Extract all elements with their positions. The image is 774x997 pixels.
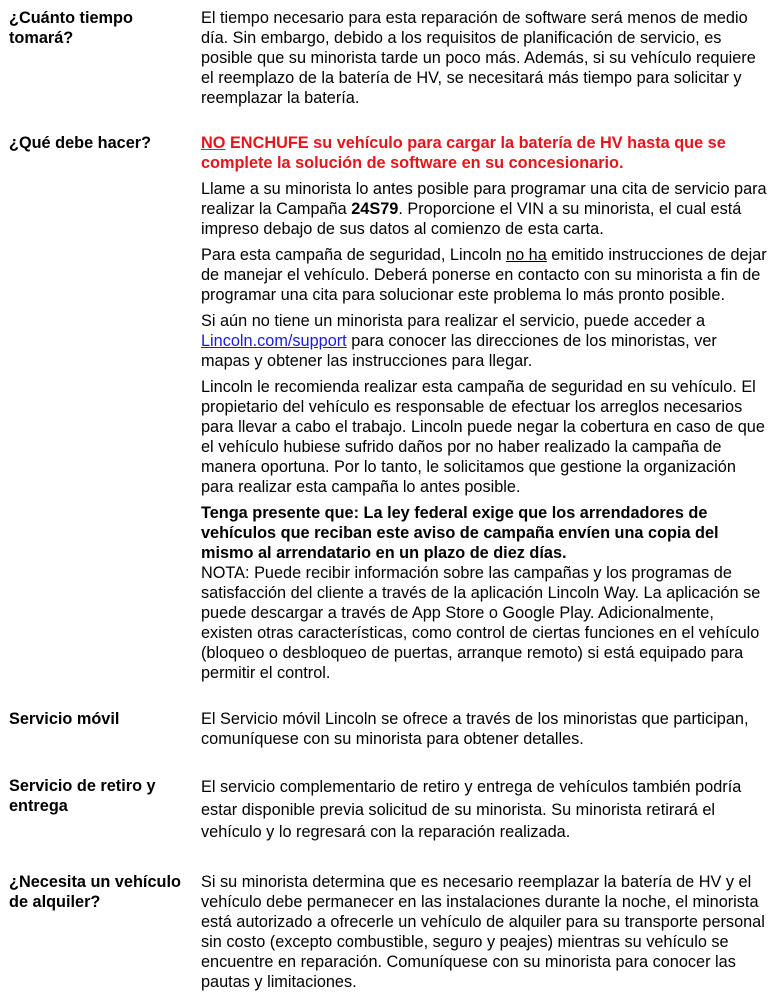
section-body-what-to-do — [201, 133, 769, 683]
section-label-pickup-delivery: Servicio de retiro y entrega — [9, 777, 156, 815]
section-label-mobile-service: Servicio móvil — [9, 710, 120, 728]
note-text: NOTA: Puede recibir información sobre las campañas y los programas de satisfacción del cliente a través de la aplicación Lincoln Way. La aplicación se puede descargar a través de App Store o Google Play. Adicionalmente, existen otras características, como control de ciertas funciones en el vehículo (bloqueo o desbloqueo de puertas, arranque remoto) si está equipado para permitir el control. — [201, 564, 761, 682]
campaign-number: 24S79 — [351, 200, 399, 218]
locator-text-b: para conocer las direcciones de los minoristas, ver mapas y obtener las instrucciones para llegar. — [201, 332, 717, 370]
lessor-notice-bold: Tenga presente que: La ley federal exige que los arrendadores de vehículos que reciban este aviso de campaña envíen una copia del mismo al arrendatario en un plazo de diez días. — [201, 504, 719, 562]
warning-no: NO — [201, 134, 226, 152]
driving-text-a: Para esta campaña de seguridad, Lincoln — [201, 246, 507, 264]
rental-vehicle-text: Si su minorista determina que es necesario reemplazar la batería de HV y el vehículo debe permanecer en las instalaciones durante la noche, el minorista está autorizado a ofrecerle un vehículo de alquiler para su transporte personal sin costo (excepto combustible, seguro y peajes) mientras su vehículo se encuentre en reparación. Comuníquese con su minorista para conocer las pautas y limitaciones. — [201, 873, 765, 991]
no-ha-underlined: no ha — [506, 246, 547, 264]
section-label-rental-vehicle: ¿Necesita un vehículo de alquiler? — [9, 873, 181, 911]
recommendation-paragraph: Lincoln le recomienda realizar esta campaña de seguridad en su vehículo. El propietario del vehículo es responsable de efectuar los arreglos necesarios para llevar a cabo el trabajo. Lincoln puede negar la cobertura en caso de que el vehículo hubiese sufrido daños por no haber realizado la campaña de manera oportuna. Por lo tanto, le solicitamos que gestione la organización para realizar esta campaña lo antes posible. — [201, 378, 765, 496]
call-dealer-paragraph — [201, 179, 769, 239]
lincoln-support-link[interactable]: Lincoln.com/support — [201, 332, 347, 350]
section-body-mobile-service — [201, 709, 769, 749]
mobile-service-text: El Servicio móvil Lincoln se ofrece a través de los minoristas que participan, comuníquese con su minorista para obtener detalles. — [201, 710, 749, 748]
call-dealer-text-a: Llame a su minorista lo antes posible para programar una cita de servicio para realizar la Campaña — [201, 180, 767, 218]
section-body-duration — [201, 8, 769, 108]
lessor-notice-paragraph — [201, 503, 769, 683]
section-body-pickup-delivery — [201, 776, 769, 844]
section-label-duration: ¿Cuánto tiempo tomará? — [9, 9, 133, 47]
locator-text-a: Si aún no tiene un minorista para realizar el servicio, puede acceder a — [201, 312, 706, 330]
section-body-rental-vehicle — [201, 872, 769, 992]
duration-text: El tiempo necesario para esta reparación de software será menos de medio día. Sin embargo, debido a los requisitos de planificación de servicio, es posible que su minorista tarde un poco más. Además, si su vehículo requiere el reemplazo de la batería de HV, se necesitará más tiempo para solicitar y reemplazar la batería. — [201, 9, 756, 107]
warning-rest: ENCHUFE su vehículo para cargar la batería de HV hasta que se complete la solución de software en su concesionario. — [201, 134, 726, 172]
charging-warning — [201, 133, 769, 173]
call-dealer-text-b: . Proporcione el VIN a su minorista, el cual está impreso debajo de sus datos al comienzo de esta carta. — [201, 200, 742, 238]
dealer-locator-paragraph — [201, 311, 769, 371]
driving-text-b: emitido instrucciones de dejar de manejar el vehículo. Deberá ponerse en contacto con su minorista a fin de programar una cita para solucionar este problema lo más pronto posible. — [201, 246, 767, 304]
pickup-delivery-text: El servicio complementario de retiro y entrega de vehículos también podría estar disponible previa solicitud de su minorista. Su minorista retirará el vehículo y lo regresará con la reparación realizada. — [201, 778, 742, 841]
section-label-what-to-do: ¿Qué debe hacer? — [9, 134, 152, 152]
driving-paragraph — [201, 245, 769, 305]
